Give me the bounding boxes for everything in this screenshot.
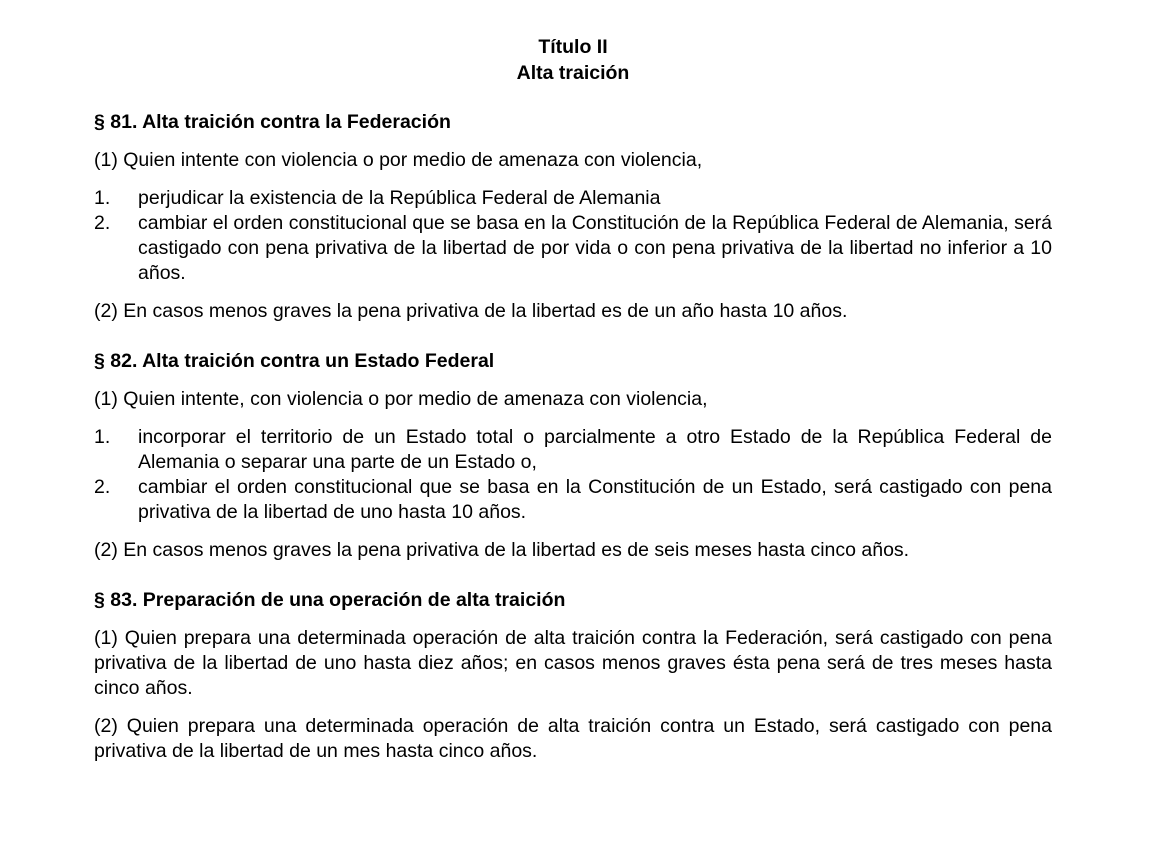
list-item: [94, 186, 1052, 211]
title-line-2: Alta traición: [516, 62, 630, 84]
section-82: [94, 349, 1052, 563]
list-item-number: 1.: [94, 426, 111, 448]
list-item-text: cambiar el orden constitucional que se basa en la Constitución de un Estado, será castigado con pena privativa de la libertad de uno hasta 10 años.: [138, 476, 1052, 523]
list-item: [94, 425, 1052, 475]
paragraph-2: (2) Quien prepara una determinada operación de alta traición contra un Estado, será castigado con pena privativa de la libertad de un mes hasta cinco años.: [94, 715, 1052, 762]
section-81: [94, 110, 1052, 324]
list-item: [94, 475, 1052, 525]
document-page: [94, 34, 1052, 764]
section-83: [94, 588, 1052, 764]
title-line-1: Título II: [538, 36, 608, 58]
paragraph-1: (1) Quien intente, con violencia o por medio de amenaza con violencia,: [94, 388, 708, 410]
document-title: [94, 34, 1052, 86]
paragraph-2: (2) En casos menos graves la pena privativa de la libertad es de seis meses hasta cinco años.: [94, 539, 910, 561]
paragraph-1: (1) Quien prepara una determinada operación de alta traición contra la Federación, será castigado con pena privativa de la libertad de uno hasta diez años; en casos menos graves ésta pena será de tres meses hasta cinco años.: [94, 627, 1052, 699]
list-item-text: incorporar el territorio de un Estado total o parcialmente a otro Estado de la República Federal de Alemania o separar una parte de un Estado o,: [138, 426, 1052, 473]
list-item-text: perjudicar la existencia de la República Federal de Alemania: [138, 187, 661, 209]
paragraph-2: (2) En casos menos graves la pena privativa de la libertad es de un año hasta 10 años.: [94, 300, 848, 322]
list-item-number: 1.: [94, 187, 111, 209]
list-item-number: 2.: [94, 212, 111, 234]
list-item-number: 2.: [94, 476, 111, 498]
list-item: [94, 211, 1052, 286]
section-heading: § 81. Alta traición contra la Federación: [94, 111, 451, 133]
section-heading: § 82. Alta traición contra un Estado Federal: [94, 350, 495, 372]
numbered-list: [94, 425, 1052, 525]
section-heading: § 83. Preparación de una operación de alta traición: [94, 589, 566, 611]
list-item-text: cambiar el orden constitucional que se basa en la Constitución de la República Federal de Alemania, será castigado con pena privativa de la libertad de por vida o con pena privativa de la libertad no inferior a 10 años.: [138, 212, 1052, 284]
numbered-list: [94, 186, 1052, 286]
paragraph-1: (1) Quien intente con violencia o por medio de amenaza con violencia,: [94, 149, 703, 171]
